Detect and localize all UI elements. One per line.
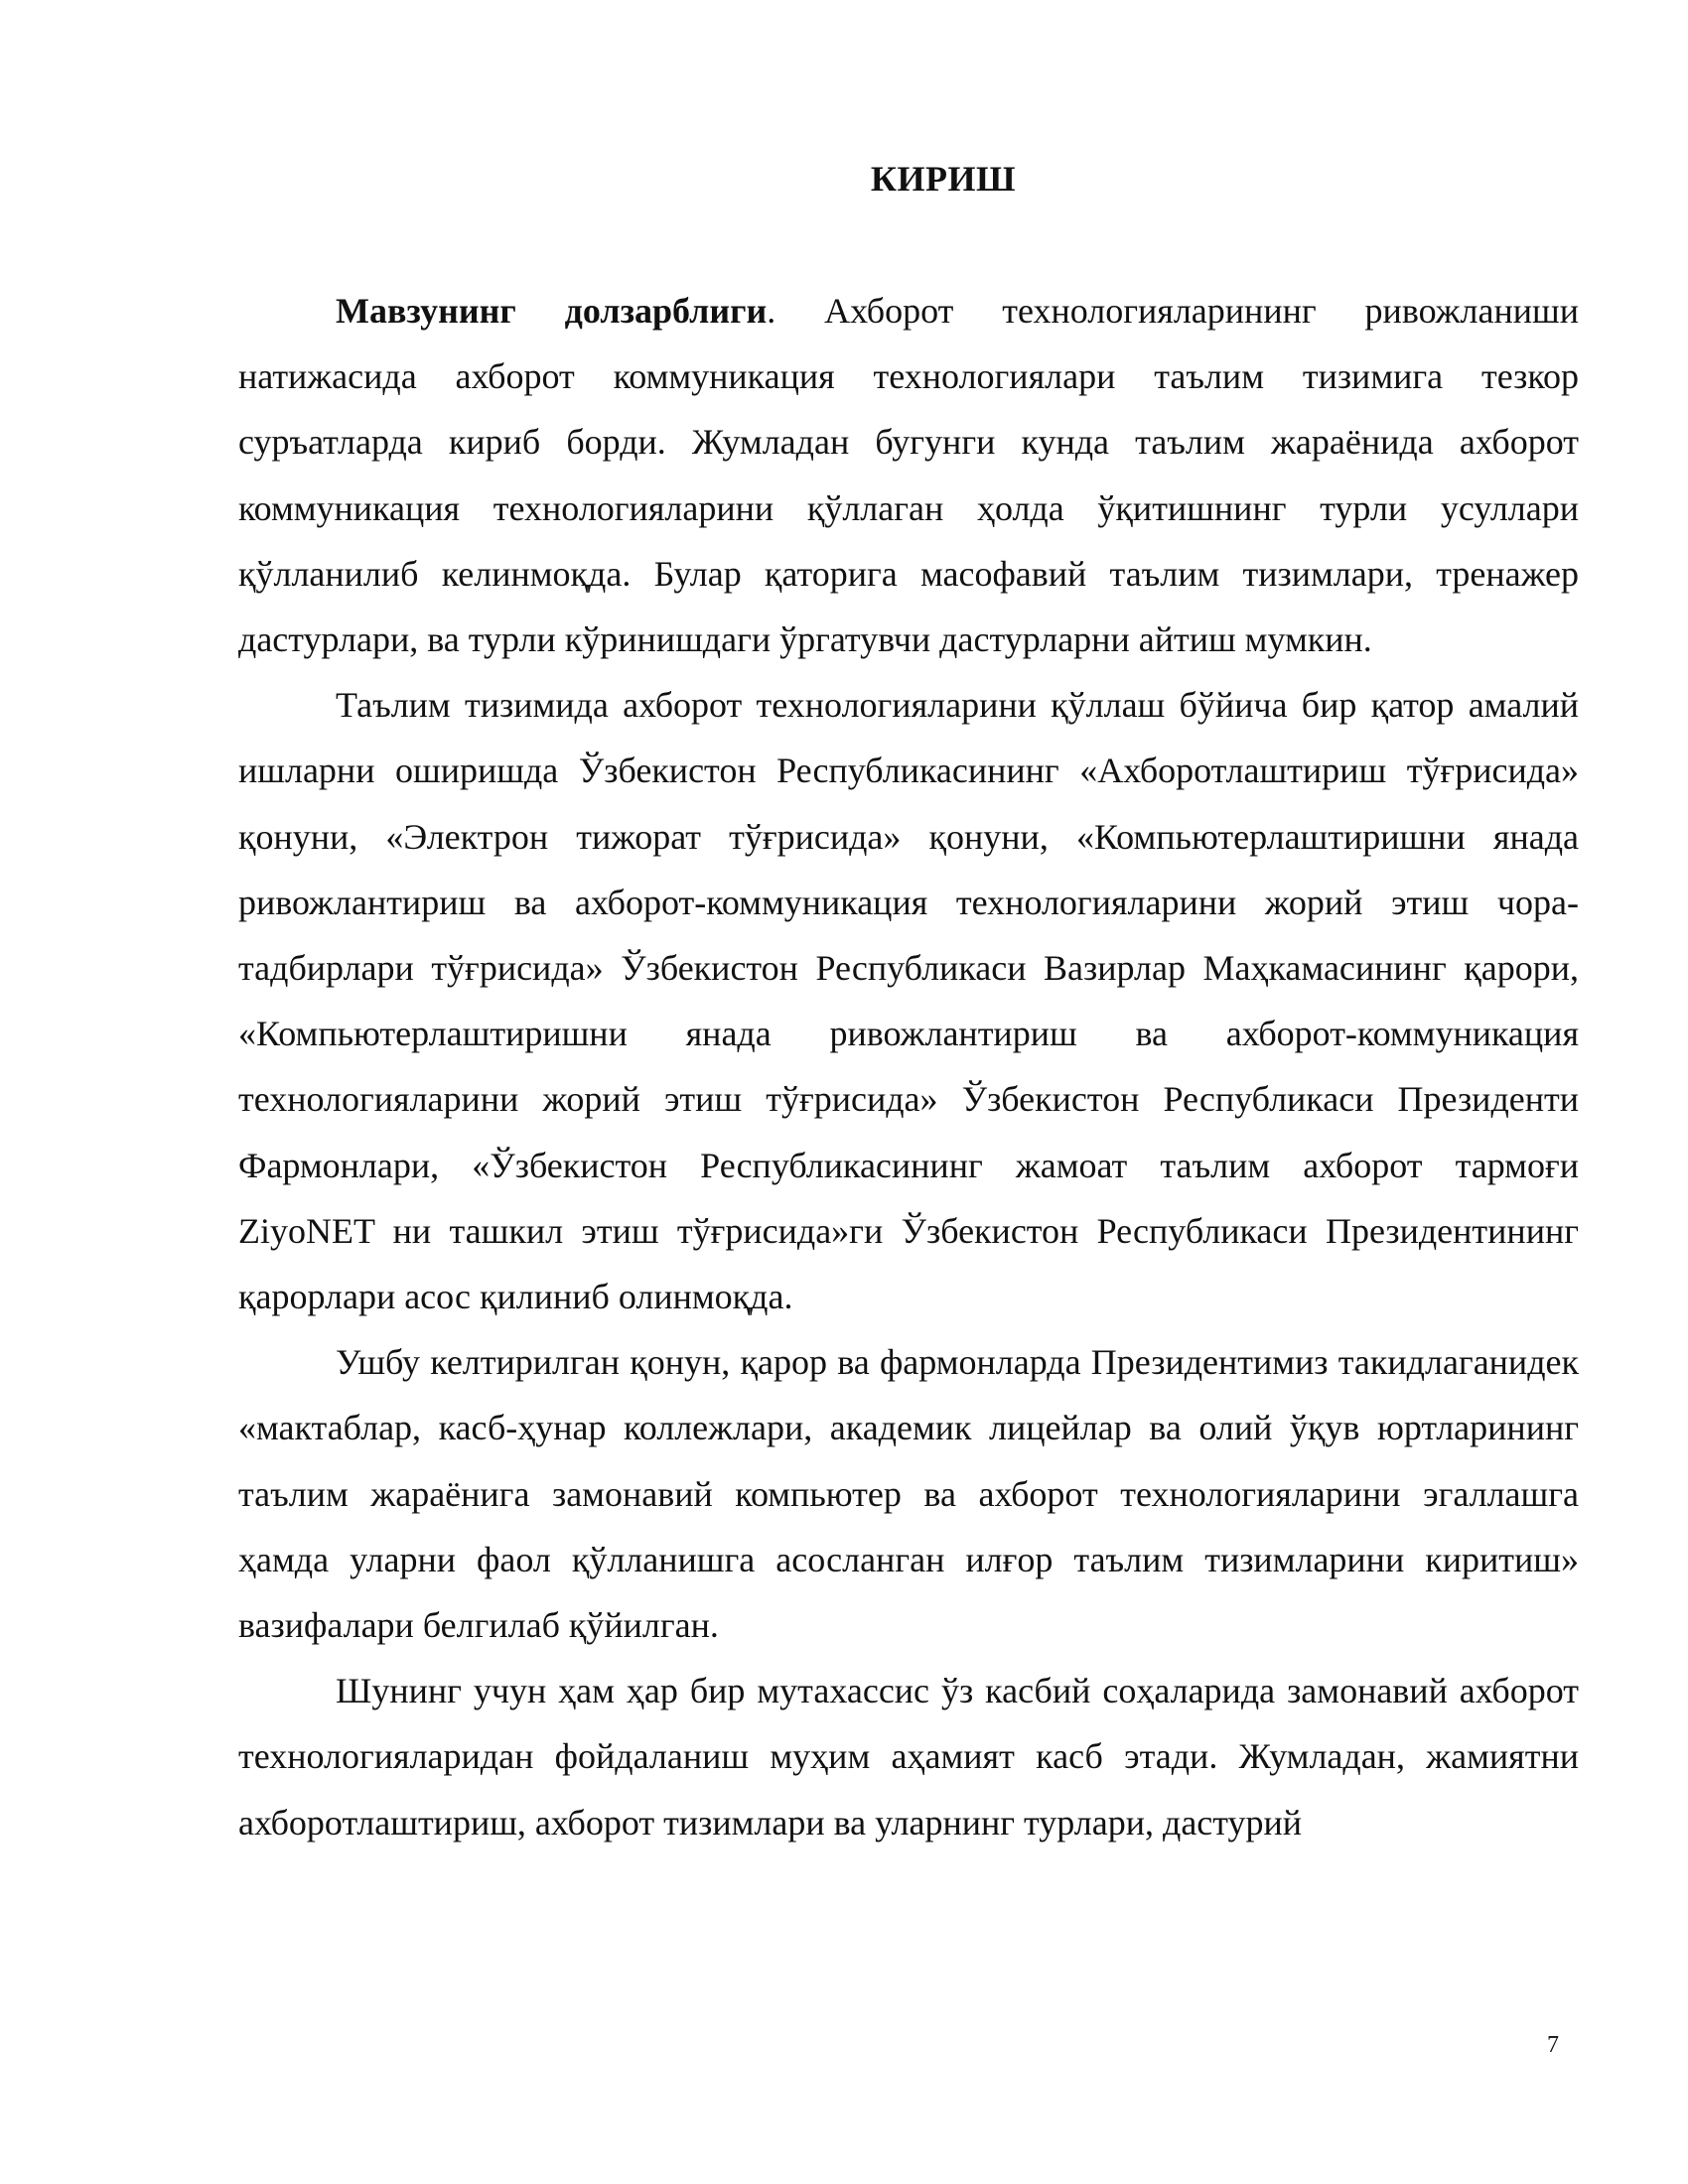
paragraph-text: Таълим тизимида ахборот технологияларини қўллаш бўйича бир қатор амалий ишларни оширишда Ўзбекистон Республикасининг «Ахборотлаштириш тўғрисида» қонуни, «Электрон тижорат тўғрисида» қонуни, «Компьютерлаштиришни янада ривожлантириш ва ахборот-коммуникация технологияларини жорий этиш чора-тадбирлари тўғрисида» Ўзбекистон Республикаси Вазирлар Маҳкамасининг қарори, «Компьютерлаштиришни янада ривожлантириш ва ахборот-коммуникация технологияларини жорий этиш тўғрисида» Ўзбекистон Республикаси Президенти Фармонлари, «Ўзбекистон Республикасининг жамоат таълим ахборот тармоғи ZiyoNET ни ташкил этиш тўғрисида»ги Ўзбекистон Республикаси Президентининг қарорлари асос қилиниб олинмоқда. [238, 685, 1579, 1317]
paragraph-president-tasks [238, 1329, 1579, 1658]
body-text [238, 278, 1579, 1855]
paragraph-specialists [238, 1658, 1579, 1855]
paragraph-text: Шунинг учун ҳам ҳар бир мутахассис ўз касбий соҳаларида замонавий ахборот технологияларидан фойдаланиш муҳим аҳамият касб этади. Жумладан, жамиятни ахборотлаштириш, ахборот тизимлари ва уларнинг турлари, дастурий [238, 1671, 1579, 1843]
paragraph-relevance [238, 278, 1579, 672]
paragraph-lead-term: Мавзунинг долзарблиги [336, 291, 768, 331]
page-number: 7 [1547, 2032, 1559, 2058]
page-title: КИРИШ [870, 159, 1017, 199]
paragraph-text: . Ахборот технологияларининг ривожланиши натижасида ахборот коммуникация технологиялари таълим тизимига тезкор суръатларда кириб борди. Жумладан бугунги кунда таълим жараёнида ахборот коммуникация технологияларини қўллаган ҳолда ўқитишнинг турли усуллари қўлланилиб келинмоқда. Булар қаторига масофавий таълим тизимлари, тренажер дастурлари, ва турли кўринишдаги ўргатувчи дастурларни айтиш мумкин. [238, 291, 1580, 660]
paragraph-text: Ушбу келтирилган қонун, қарор ва фармонларда Президентимиз такидлаганидек «мактаблар, касб-ҳунар коллежлари, академик лицейлар ва олий ўқув юртларининг таълим жараёнига замонавий компьютер ва ахборот технологияларини эгаллашга ҳамда уларни фаол қўлланишга асосланган илғор таълим тизимларини киритиш» вазифалари белгилаб қўйилган. [238, 1342, 1579, 1646]
paragraph-legislation [238, 672, 1579, 1329]
